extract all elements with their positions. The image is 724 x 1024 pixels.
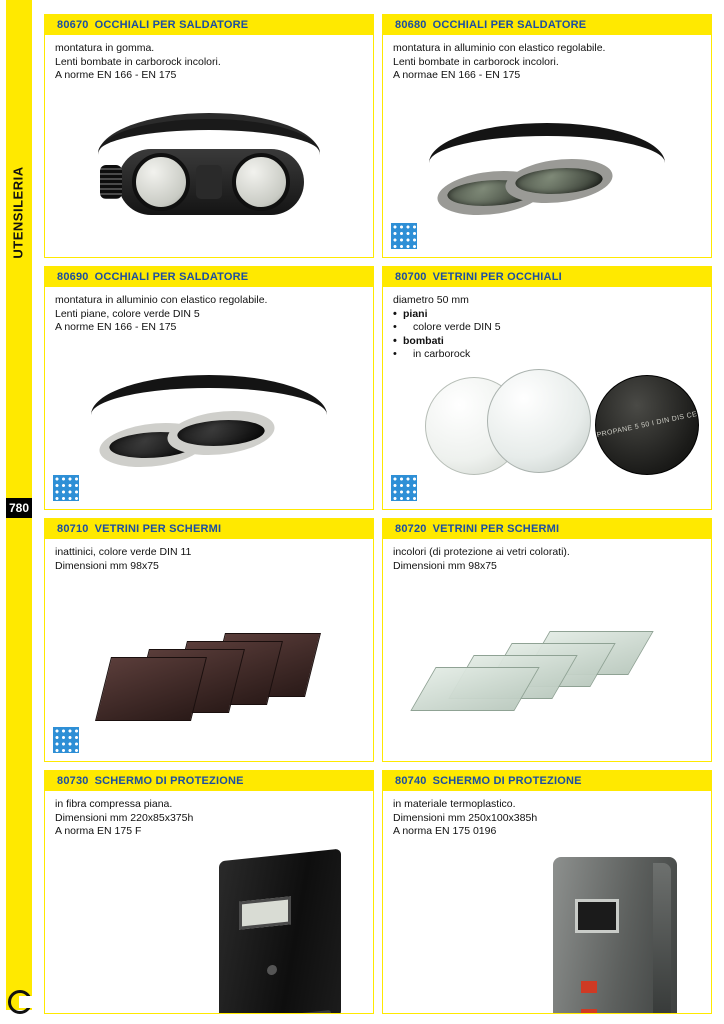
product-image-shield-fiber: [45, 853, 373, 1013]
product-card: [44, 266, 374, 510]
product-line-2: Lenti bombate in carborock incolori.: [55, 55, 221, 68]
product-title: OCCHIALI PER SALDATORE: [94, 271, 249, 283]
sidebar: [0, 0, 38, 1024]
product-title: OCCHIALI PER SALDATORE: [432, 19, 587, 31]
product-code: 80680: [395, 19, 427, 31]
card-body: [383, 287, 711, 509]
product-line-2: Lenti bombate in carborock incolori.: [393, 55, 559, 68]
product-line-2: Dimensioni mm 250x100x385h: [393, 811, 538, 824]
c-logo-icon: [8, 990, 32, 1014]
product-title: VETRINI PER OCCHIALI: [432, 271, 562, 283]
card-body: [45, 35, 373, 257]
product-card: [44, 518, 374, 762]
product-image-shield-thermo: [383, 853, 711, 1013]
product-code: 80720: [395, 523, 427, 535]
product-image-round-lenses: [383, 349, 711, 509]
product-title: VETRINI PER SCHERMI: [94, 523, 222, 535]
bullet-sub: • colore verde DIN 5: [393, 321, 703, 335]
product-card: [382, 14, 712, 258]
bullet-sub: • in carborock: [393, 348, 703, 362]
product-line-1: inattinici, colore verde DIN 11: [55, 546, 192, 558]
card-body: [45, 539, 373, 761]
card-body: [383, 539, 711, 761]
product-norm: A norme EN 166 - EN 175: [55, 69, 177, 81]
product-image-dark-plates: [45, 601, 373, 761]
product-grid: [44, 14, 712, 1014]
card-header: [45, 15, 373, 35]
product-title: SCHERMO DI PROTEZIONE: [94, 775, 244, 787]
product-norm: A norma EN 175 0196: [393, 825, 497, 837]
color-swatch: [391, 475, 417, 501]
product-card: [44, 14, 374, 258]
product-card: [382, 266, 712, 510]
product-line-2: Lenti piane, colore verde DIN 5: [55, 307, 200, 320]
product-code: 80690: [57, 271, 89, 283]
product-line-1: in fibra compressa piana.: [55, 798, 173, 810]
product-title: VETRINI PER SCHERMI: [432, 523, 560, 535]
product-line-1: montatura in alluminio con elastico regolabile.: [393, 42, 606, 54]
product-image-goggles-alu-clear: [383, 97, 711, 257]
product-line-2: Dimensioni mm 98x75: [393, 559, 497, 572]
card-header: [383, 771, 711, 791]
product-line-2: Dimensioni mm 220x85x375h: [55, 811, 194, 824]
product-card: [382, 518, 712, 762]
product-code: 80730: [57, 775, 89, 787]
product-line-1: montatura in gomma.: [55, 42, 155, 54]
product-code: 80700: [395, 271, 427, 283]
bullet-label: bombati: [403, 334, 444, 347]
product-card: [44, 770, 374, 1014]
product-image-goggles-rubber: [45, 97, 373, 257]
product-line-2: Dimensioni mm 98x75: [55, 559, 159, 572]
bullet-item: [393, 335, 703, 349]
product-card: [382, 770, 712, 1014]
card-header: [45, 267, 373, 287]
card-header: [383, 267, 711, 287]
product-title: SCHERMO DI PROTEZIONE: [432, 775, 582, 787]
product-line-1: diametro 50 mm: [393, 294, 469, 306]
product-norm: A normae EN 166 - EN 175: [393, 69, 521, 81]
card-header: [45, 771, 373, 791]
card-header: [45, 519, 373, 539]
product-code: 80670: [57, 19, 89, 31]
product-line-1: montatura in alluminio con elastico regolabile.: [55, 294, 268, 306]
card-body: [383, 35, 711, 257]
bullet-item: [393, 308, 703, 322]
product-line-1: incolori (di protezione ai vetri colorati).: [393, 546, 570, 558]
color-swatch: [53, 475, 79, 501]
sidebar-category-label: UTENSILERIA: [10, 166, 26, 259]
product-code: 80740: [395, 775, 427, 787]
product-code: 80710: [57, 523, 89, 535]
color-swatch: [53, 727, 79, 753]
card-header: [383, 15, 711, 35]
product-title: OCCHIALI PER SALDATORE: [94, 19, 249, 31]
page-number: 780: [6, 498, 32, 518]
card-body: [45, 791, 373, 1013]
bullet-label: piani: [403, 307, 428, 320]
product-norm: A norma EN 175 F: [55, 825, 142, 837]
product-line-1: in materiale termoplastico.: [393, 798, 516, 810]
product-norm: A norme EN 166 - EN 175: [55, 321, 177, 333]
card-body: [383, 791, 711, 1013]
color-swatch: [391, 223, 417, 249]
card-header: [383, 519, 711, 539]
lens-marking-text: PROPANE 5 50 I DIN DIS CE: [596, 410, 698, 440]
card-body: [45, 287, 373, 509]
product-image-goggles-alu-dark: [45, 349, 373, 509]
product-image-clear-plates: [383, 601, 711, 761]
